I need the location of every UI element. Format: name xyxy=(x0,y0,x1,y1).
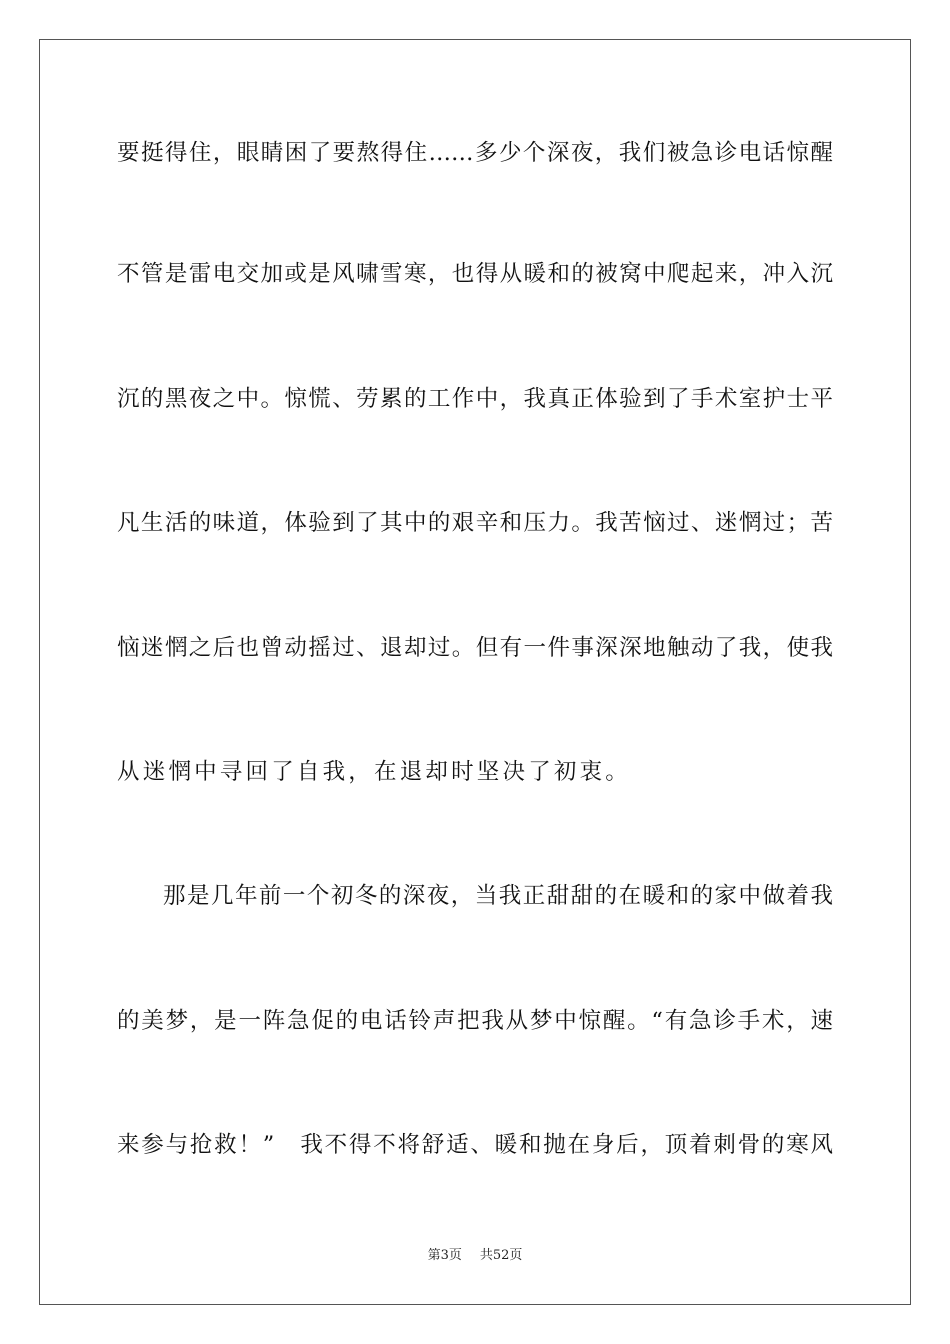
paragraph-line: 恼迷惘之后也曾动摇过、退却过。但有一件事深深地触动了我，使我 xyxy=(117,635,833,661)
page-border xyxy=(39,39,911,1305)
paragraph-line: 要挺得住，眼睛困了要熬得住……多少个深夜，我们被急诊电话惊醒 xyxy=(117,140,833,166)
paragraph-line: 不管是雷电交加或是风啸雪寒，也得从暖和的被窝中爬起来，冲入沉 xyxy=(117,261,833,287)
page-number-current: 第3页 xyxy=(427,1248,462,1263)
paragraph-first-line: 那是几年前一个初冬的深夜，当我正甜甜的在暖和的家中做着我 xyxy=(163,883,833,909)
page-footer xyxy=(0,1247,950,1265)
paragraph-line: 来参与抢救！” 我不得不将舒适、暖和抛在身后，顶着刺骨的寒风 xyxy=(117,1132,833,1158)
paragraph-line: 的美梦，是一阵急促的电话铃声把我从梦中惊醒。“有急诊手术，速 xyxy=(117,1008,833,1034)
paragraph-line: 从迷惘中寻回了自我，在退却时坚决了初衷。 xyxy=(117,759,632,785)
paragraph-line: 沉的黑夜之中。惊慌、劳累的工作中，我真正体验到了手术室护士平 xyxy=(117,386,833,412)
paragraph-line: 凡生活的味道，体验到了其中的艰辛和压力。我苦恼过、迷惘过；苦 xyxy=(117,510,833,536)
page-number-total: 共52页 xyxy=(479,1248,523,1263)
